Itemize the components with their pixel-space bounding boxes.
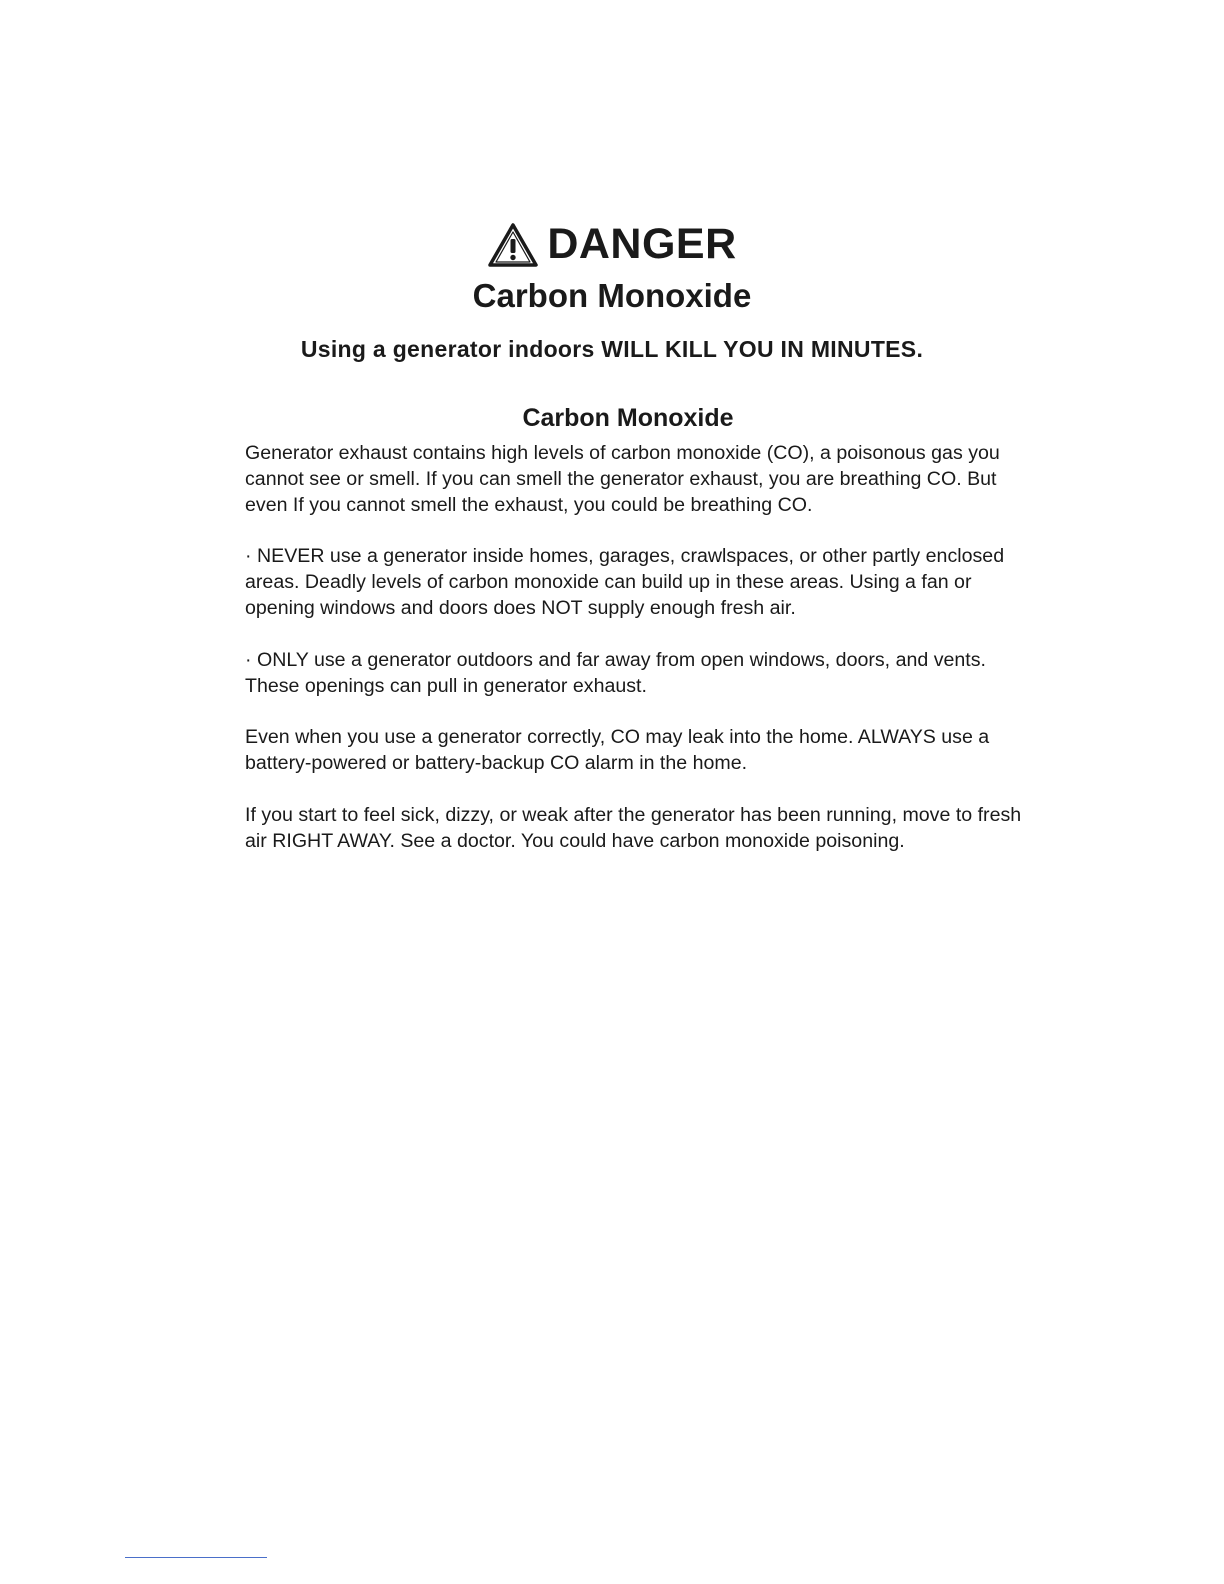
- danger-signal-line: [487, 218, 736, 270]
- footnote-divider: [125, 1557, 267, 1558]
- paragraph-symptoms: If you start to feel sick, dizzy, or weak after the generator has been running, move to fresh air RIGHT AWAY. See a doctor. You could have carbon monoxide poisoning.: [245, 803, 1022, 852]
- warning-headline: Using a generator indoors WILL KILL YOU IN MINUTES.: [300, 336, 924, 362]
- paragraph-only-outdoors: · ONLY use a generator outdoors and far away from open windows, doors, and vents. These openings can pull in generator exhaust.: [245, 648, 986, 697]
- hazard-subtitle: Carbon Monoxide: [472, 277, 752, 314]
- signal-word: DANGER: [547, 220, 737, 268]
- paragraph-never-indoors: · NEVER use a generator inside homes, garages, crawlspaces, or other partly enclosed areas. Deadly levels of carbon monoxide can build up in these areas. Using a fan or opening windows and doors does NOT supply enough fresh air.: [245, 545, 1005, 619]
- warning-triangle-icon: [487, 222, 539, 268]
- section-title: Carbon Monoxide: [522, 404, 734, 432]
- paragraph-co-alarm: Even when you use a generator correctly, CO may leak into the home. ALWAYS use a battery-powered or battery-backup CO alarm in the home.: [245, 726, 990, 775]
- paragraph-exhaust: Generator exhaust contains high levels of carbon monoxide (CO), a poisonous gas you cannot see or smell. If you can smell the generator exhaust, you are breathing CO. But even If you cannot smell the exhaust, you could be breathing CO.: [245, 442, 1000, 516]
- section-body: [245, 441, 1035, 881]
- danger-header: [0, 218, 1224, 316]
